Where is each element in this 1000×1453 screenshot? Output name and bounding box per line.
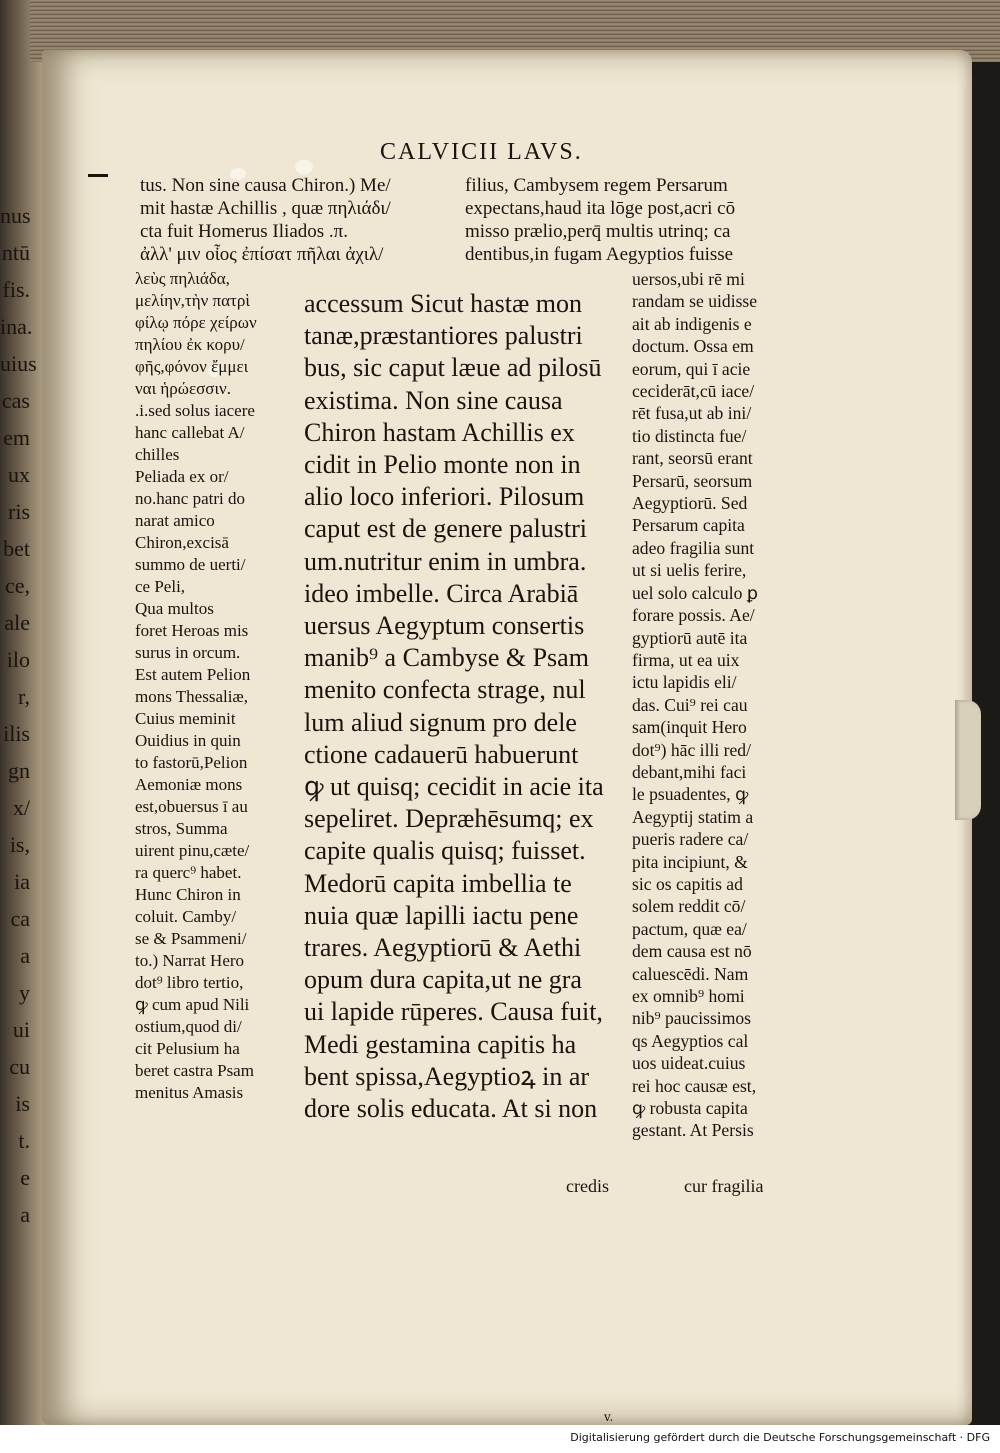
gloss-line: uos uideat.cuius bbox=[632, 1053, 746, 1074]
gloss-line: adeo fragilia sunt bbox=[632, 537, 755, 558]
catchword-gloss: cur fragilia bbox=[684, 1176, 764, 1196]
gloss-line: mons Thessaliæ, bbox=[135, 687, 249, 706]
gloss-line: gyptiorū autē ita bbox=[632, 627, 748, 648]
gloss-line: Aegyptiorū. Sed bbox=[632, 493, 748, 514]
gloss-line: filius, Cambysem regem Persarum bbox=[465, 175, 728, 196]
text-line: sepeliret. Depræhēsumq; ex bbox=[304, 804, 594, 834]
gloss-line: dentibus,in fugam Aegyptios fuisse bbox=[465, 244, 734, 265]
page-tab bbox=[955, 700, 981, 820]
text-line: um.nutritur enim in umbra. bbox=[304, 546, 587, 576]
left-page-fragment: e bbox=[20, 1165, 30, 1190]
left-page-fragment: t. bbox=[18, 1128, 30, 1153]
left-page-fragment: ce, bbox=[4, 573, 30, 598]
gloss-line: ναι ἡρώεσσιν. bbox=[135, 379, 231, 398]
gloss-line: μελίην,τὴν πατρὶ bbox=[135, 291, 250, 310]
left-page-fragment: ris bbox=[8, 499, 30, 524]
gloss-line: ꝙ robusta capita bbox=[632, 1098, 748, 1119]
text-line: trares. Aegyptiorū & Aethi bbox=[304, 933, 582, 963]
gloss-line: φίλῳ πόρε χείρων bbox=[135, 313, 257, 332]
text-line: manib⁹ a Cambyse & Psam bbox=[304, 643, 589, 673]
gloss-line: Persarum capita bbox=[632, 515, 745, 536]
gloss-line: to.) Narrat Hero bbox=[135, 951, 245, 970]
gloss-line: beret castra Psam bbox=[135, 1061, 254, 1080]
gloss-line: nib⁹ paucissimos bbox=[632, 1008, 752, 1029]
text-line: nuia quæ lapilli iactu pene bbox=[304, 900, 579, 930]
gloss-right-top bbox=[465, 174, 805, 266]
text-line: accessum Sicut hastæ mon bbox=[304, 289, 583, 318]
gloss-line: uel solo calculo ꝑ bbox=[632, 582, 758, 603]
text-line: Chiron hastam Achillis ex bbox=[304, 417, 575, 447]
left-page-fragment: gn bbox=[8, 758, 30, 783]
gloss-line: das. Cui⁹ rei cau bbox=[632, 694, 748, 715]
text-line: lum aliud signum pro dele bbox=[304, 707, 577, 737]
gloss-line: ictu lapidis eli/ bbox=[632, 672, 737, 693]
left-page-fragment: x/ bbox=[12, 795, 30, 820]
text-line: alio loco inferiori. Pilosum bbox=[304, 482, 585, 512]
gloss-line: sam(inquit Hero bbox=[632, 717, 747, 738]
gloss-line: ce Peli, bbox=[135, 577, 186, 596]
gloss-line: gestant. At Persis bbox=[632, 1120, 754, 1141]
gloss-right-column bbox=[632, 268, 802, 1142]
text-line: bent spissa,Aegyptioꝝ in ar bbox=[304, 1061, 590, 1091]
gloss-line: hanc callebat A/ bbox=[135, 423, 245, 442]
gloss-line: Hunc Chiron in bbox=[135, 885, 241, 904]
gloss-line: ꝙ cum apud Nili bbox=[135, 995, 250, 1014]
gloss-line: expectans,haud ita lōge post,acri cō bbox=[465, 198, 736, 219]
gloss-line: .i.sed solus iacere bbox=[135, 401, 255, 420]
gloss-line: rant, seorsū erant bbox=[632, 448, 753, 469]
left-page-fragment: cu bbox=[9, 1054, 30, 1079]
left-page-fragment: nus bbox=[0, 203, 31, 228]
left-page-fragment: ntū bbox=[1, 240, 30, 265]
left-page-fragment: ilo bbox=[6, 647, 30, 672]
gloss-line: ut si uelis ferire, bbox=[632, 560, 747, 581]
left-page-fragment: a bbox=[20, 943, 30, 968]
gloss-line: to fastorū,Pelion bbox=[135, 753, 248, 772]
gloss-line: summo de uerti/ bbox=[135, 555, 246, 574]
left-page-fragment: em bbox=[3, 425, 30, 450]
gloss-line: pita incipiunt, & bbox=[632, 851, 748, 872]
text-line: ideo imbelle. Circa Arabiā bbox=[304, 578, 579, 608]
gloss-line: dot⁹) hāc illi red/ bbox=[632, 739, 751, 760]
margin-dash bbox=[88, 174, 108, 177]
text-line: dore solis educata. At si non bbox=[304, 1094, 598, 1124]
gloss-line: surus in orcum. bbox=[135, 643, 241, 662]
gloss-line: qs Aegyptios cal bbox=[632, 1030, 749, 1051]
gloss-line: pactum, quæ ea/ bbox=[632, 918, 747, 939]
gloss-line: tus. Non sine causa Chiron.) Me/ bbox=[140, 175, 391, 196]
gloss-line: ceciderāt,cū iace/ bbox=[632, 381, 755, 402]
main-text-column bbox=[304, 288, 629, 1125]
gloss-line: eorum, qui ī acie bbox=[632, 358, 751, 379]
left-page-fragment: ale bbox=[4, 610, 30, 635]
gloss-line: dem causa est nō bbox=[632, 941, 752, 962]
left-page-fragment: a bbox=[20, 1202, 30, 1227]
left-page-fragment: is, bbox=[9, 832, 30, 857]
gloss-line: no.hanc patri do bbox=[135, 489, 245, 508]
gloss-line: Persarū, seorsum bbox=[632, 470, 753, 491]
gloss-line: narat amico bbox=[135, 511, 215, 530]
gloss-line: chilles bbox=[135, 445, 180, 464]
text-line: Medi gestamina capitis ha bbox=[304, 1029, 577, 1059]
gloss-top bbox=[140, 174, 460, 266]
gloss-line: pueris radere ca/ bbox=[632, 829, 749, 850]
gloss-line: firma, ut ea uix bbox=[632, 649, 740, 670]
gloss-line: debant,mihi faci bbox=[632, 761, 747, 782]
gloss-line: ra querc⁹ habet. bbox=[135, 863, 242, 882]
footer-credit: Digitalisierung gefördert durch die Deutsche Forschungsgemeinschaft · DFG bbox=[570, 1431, 990, 1444]
left-page-fragment: cas bbox=[1, 388, 30, 413]
gloss-line: stros, Summa bbox=[135, 819, 228, 838]
gloss-line: Ouidius in quin bbox=[135, 731, 241, 750]
text-line: menito confecta strage, nul bbox=[304, 675, 586, 705]
gloss-line: doctum. Ossa em bbox=[632, 336, 754, 357]
gloss-line: ostium,quod di/ bbox=[135, 1017, 242, 1036]
paper-stain bbox=[295, 160, 313, 174]
gloss-line: rei hoc causæ est, bbox=[632, 1075, 757, 1096]
gloss-line: randam se uidisse bbox=[632, 291, 758, 312]
gloss-line: cit Pelusium ha bbox=[135, 1039, 240, 1058]
left-page-fragment: bet bbox=[3, 536, 30, 561]
catchword-main: credis bbox=[566, 1176, 609, 1196]
gloss-line: tio distincta fue/ bbox=[632, 425, 747, 446]
gloss-line: Est autem Pelion bbox=[135, 665, 251, 684]
text-line: bus, sic caput læue ad pilosū bbox=[304, 353, 602, 383]
text-line: ꝙ ut quisq; cecidit in acie ita bbox=[304, 772, 604, 802]
gloss-line: cta fuit Homerus Iliados .π. bbox=[140, 221, 348, 242]
gloss-line: forare possis. Ae/ bbox=[632, 605, 755, 626]
text-line: Medorū capita imbellia te bbox=[304, 868, 572, 898]
gloss-line: rēt fusa,ut ab ini/ bbox=[632, 403, 752, 424]
text-line: ctione cadauerū habuerunt bbox=[304, 739, 579, 769]
gloss-line: uirent pinu,cæte/ bbox=[135, 841, 250, 860]
gloss-line: se & Psammeni/ bbox=[135, 929, 247, 948]
gloss-line: coluit. Camby/ bbox=[135, 907, 237, 926]
gloss-line: dot⁹ libro tertio, bbox=[135, 973, 244, 992]
text-line: capite qualis quisq; fuisset. bbox=[304, 836, 586, 866]
text-line: opum dura capita,ut ne gra bbox=[304, 965, 582, 995]
left-page-fragment: ilis bbox=[3, 721, 30, 746]
gloss-line: mit hastæ Achillis , quæ πηλιάδι/ bbox=[140, 198, 391, 219]
gloss-line: le psuadentes, ꝙ bbox=[632, 784, 749, 805]
left-page-fragment: r, bbox=[18, 684, 30, 709]
left-page-fragment: ux bbox=[8, 462, 30, 487]
left-page-fragment: ia bbox=[14, 869, 30, 894]
left-page-fragment: uius bbox=[0, 351, 37, 376]
gloss-line: Chiron,excisā bbox=[135, 533, 229, 552]
gloss-line: Cuius meminit bbox=[135, 709, 236, 728]
gloss-line: est,obuersus ī au bbox=[135, 797, 248, 816]
gloss-left-column bbox=[135, 268, 295, 1104]
text-line: ui lapide rūperes. Causa fuit, bbox=[304, 997, 603, 1027]
gloss-line: ἀλλ' μιν οἶος ἐπίσατ πῆλαι ἀχιλ/ bbox=[140, 244, 384, 265]
text-line: uersus Aegyptum consertis bbox=[304, 611, 585, 641]
gloss-line: Aemoniæ mons bbox=[135, 775, 243, 794]
left-page-fragment: is bbox=[15, 1091, 30, 1116]
gloss-line: Aegyptij statim a bbox=[632, 806, 754, 827]
left-page-fragment: ina. bbox=[0, 314, 33, 339]
left-page-fragment: ca bbox=[10, 906, 30, 931]
signature-mark: v. bbox=[604, 1410, 614, 1424]
gloss-line: Peliada ex or/ bbox=[135, 467, 229, 486]
text-line: cidit in Pelio monte non in bbox=[304, 450, 581, 480]
gloss-line: solem reddit cō/ bbox=[632, 896, 746, 917]
gloss-line: φῆς,φόνον ἔμμει bbox=[135, 357, 249, 376]
gloss-line: ex omnib⁹ homi bbox=[632, 986, 745, 1006]
gloss-line: Qua multos bbox=[135, 599, 214, 618]
left-page-fragment: y bbox=[19, 980, 30, 1005]
text-line: tanæ,præstantiores palustri bbox=[304, 321, 583, 351]
gloss-line: foret Heroas mis bbox=[135, 621, 249, 640]
gloss-line: ait ab indigenis e bbox=[632, 313, 752, 334]
gloss-line: πηλίου ἐκ κορυ/ bbox=[135, 335, 245, 354]
gloss-line: uersos,ubi rē mi bbox=[632, 269, 745, 289]
left-page-fragment: ui bbox=[12, 1017, 30, 1042]
left-page-fragment: fis. bbox=[2, 277, 30, 302]
text-line: existima. Non sine causa bbox=[304, 385, 563, 415]
gloss-line: λεὺς πηλιάδα, bbox=[135, 269, 230, 288]
text-line: caput est de genere palustri bbox=[304, 514, 587, 544]
gloss-line: caluescēdi. Nam bbox=[632, 963, 749, 984]
gloss-line: sic os capitis ad bbox=[632, 873, 743, 894]
running-head: CALVICII LAVS. bbox=[380, 139, 583, 165]
gloss-line: menitus Amasis bbox=[135, 1083, 244, 1102]
gloss-line: misso prælio,perq̄ multis utrinq; ca bbox=[465, 221, 731, 242]
